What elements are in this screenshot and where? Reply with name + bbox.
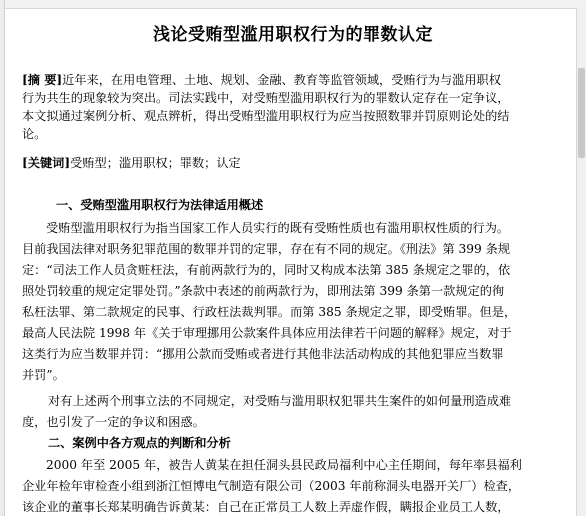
section-1-line-4: 照处罚较重的规定定罪处罚。”条款中表述的前两款行为，即刑法第 399 条第一款规定的徇 [22, 284, 505, 298]
keywords-text: 受贿型；滥用职权；罪数；认定 [70, 156, 241, 170]
abstract-tag: [摘 要] [22, 73, 63, 87]
section-1-line-1: 受贿型滥用职权行为指当国家工作人员实行的既有受贿性质也有滥用职权性质的行为。 [46, 221, 510, 235]
section-1-line-2: 目前我国法律对职务犯罪范围的数罪并罚的定罪，存在有不同的规定。《刑法》第 399 条规 [22, 242, 511, 256]
section-1-para2-line-2: 度，也引发了一定的争议和困惑。 [22, 415, 205, 429]
abstract-line-3: 本文拟通过案例分析、观点辨析，得出受贿型滥用职权行为应当按照数罪并罚原则论处的结 [22, 109, 510, 123]
section-1-heading: 一、受贿型滥用职权行为法律适用概述 [56, 198, 264, 212]
section-1-para2-line-1: 对有上述两个刑事立法的不同规定，对受贿与滥用职权犯罪共生案件的如何量刑造成难 [48, 394, 512, 408]
abstract-line-1 [22, 72, 501, 88]
section-2-line-1: 2000 年至 2005 年，被告人黄某在担任洞头县民政局福利中心主任期间，每年率县福利 [46, 458, 522, 472]
abstract-line-2: 行为共生的现象较为突出。司法实践中，对受贿型滥用职权行为的罪数认定存在一定争议， [22, 91, 510, 105]
document-title: 浅论受贿型滥用职权行为的罪数认定 [153, 25, 433, 45]
scrollbar-thumb[interactable] [578, 68, 585, 158]
section-2-line-3: 该企业的董事长郑某明确告诉黄某：自己在正常员工人数上弄虚作假，瞒报企业员工人数， [22, 500, 510, 514]
section-1-line-5: 私枉法罪、第二款规定的民事、行政枉法裁判罪。而第 385 条规定之罪，即受贿罪。但是， [22, 305, 517, 319]
section-1-line-8: 并罚”。 [22, 368, 65, 382]
keywords-tag: [关键词] [22, 156, 71, 170]
section-1-line-7: 这类行为应当数罪并罚：“挪用公款而受贿或者进行其他非法活动构成的其他犯罪应当数罪 [22, 347, 504, 361]
section-2-line-2: 企业年检年审检查小组到浙江恒博电气制造有限公司（2003 年前称洞头电器开关厂）检查， [22, 479, 521, 493]
document-page [10, 8, 576, 516]
section-2-heading: 二、案例中各方观点的判断和分析 [48, 436, 231, 450]
abstract-text: 近年来，在用电管理、土地、规划、金融、教育等监管领域，受贿行为与滥用职权 [62, 73, 501, 87]
keywords-line [22, 155, 241, 171]
section-1-line-6: 最高人民法院 1998 年《关于审理挪用公款案件具体应用法律若干问题的解释》规定，对于 [22, 326, 512, 340]
vertical-scrollbar[interactable] [576, 8, 586, 516]
abstract-line-4: 论。 [22, 127, 47, 141]
window-left-edge [0, 0, 5, 516]
section-1-line-3: 定：“司法工作人员贪赃枉法，有前两款行为的，同时又构成本法第 385 条规定之罪的，依 [22, 263, 511, 277]
